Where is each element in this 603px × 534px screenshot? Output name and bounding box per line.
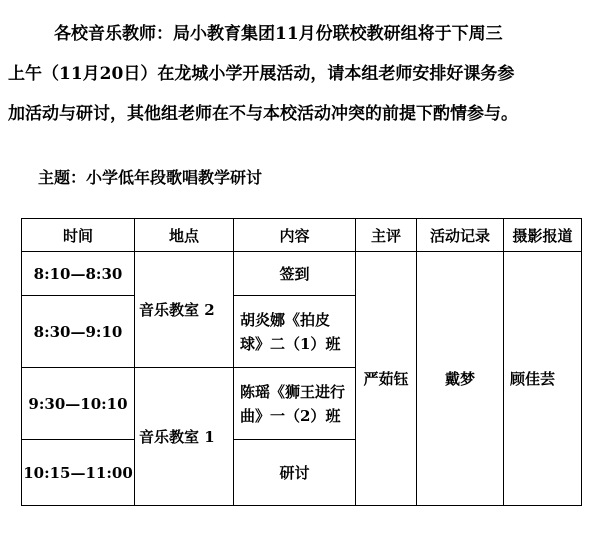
recorder-cell: 戴梦: [417, 252, 504, 506]
notice-paragraph: [8, 14, 596, 134]
header-photo: 摄影报道: [504, 219, 582, 252]
header-content: 内容: [234, 219, 356, 252]
notice-line: 上午（11月20日）在龙城小学开展活动，请本组老师安排好课务参: [8, 64, 515, 84]
content-cell: 签到: [234, 252, 356, 296]
time-cell: 8:30—9:10: [22, 296, 135, 368]
notice-line: 加活动与研讨，其他组老师在不与本校活动冲突的前提下酌情参与。: [8, 104, 518, 124]
theme-title: 主题：小学低年段歌唱教学研讨: [38, 168, 263, 187]
judge-cell: 严茹钰: [356, 252, 417, 506]
content-cell: 胡炎娜《拍皮球》二（1）班: [234, 296, 356, 368]
place-cell: 音乐教室 2: [135, 252, 234, 368]
photographer-cell: 顾佳芸: [504, 252, 582, 506]
time-cell: 9:30—10:10: [22, 368, 135, 440]
table-row: [22, 252, 582, 296]
time-cell: 8:10—8:30: [22, 252, 135, 296]
header-time: 时间: [22, 219, 135, 252]
notice-line: 各校音乐教师：局小教育集团11月份联校教研组将于下周三: [54, 24, 503, 44]
time-cell: 10:15—11:00: [22, 440, 135, 506]
header-place: 地点: [135, 219, 234, 252]
content-cell: 研讨: [234, 440, 356, 506]
content-cell: 陈瑶《狮王进行曲》一（2）班: [234, 368, 356, 440]
header-judge: 主评: [356, 219, 417, 252]
place-cell: 音乐教室 1: [135, 368, 234, 506]
header-record: 活动记录: [417, 219, 504, 252]
table-header-row: [22, 219, 582, 252]
schedule-table: [21, 218, 582, 506]
